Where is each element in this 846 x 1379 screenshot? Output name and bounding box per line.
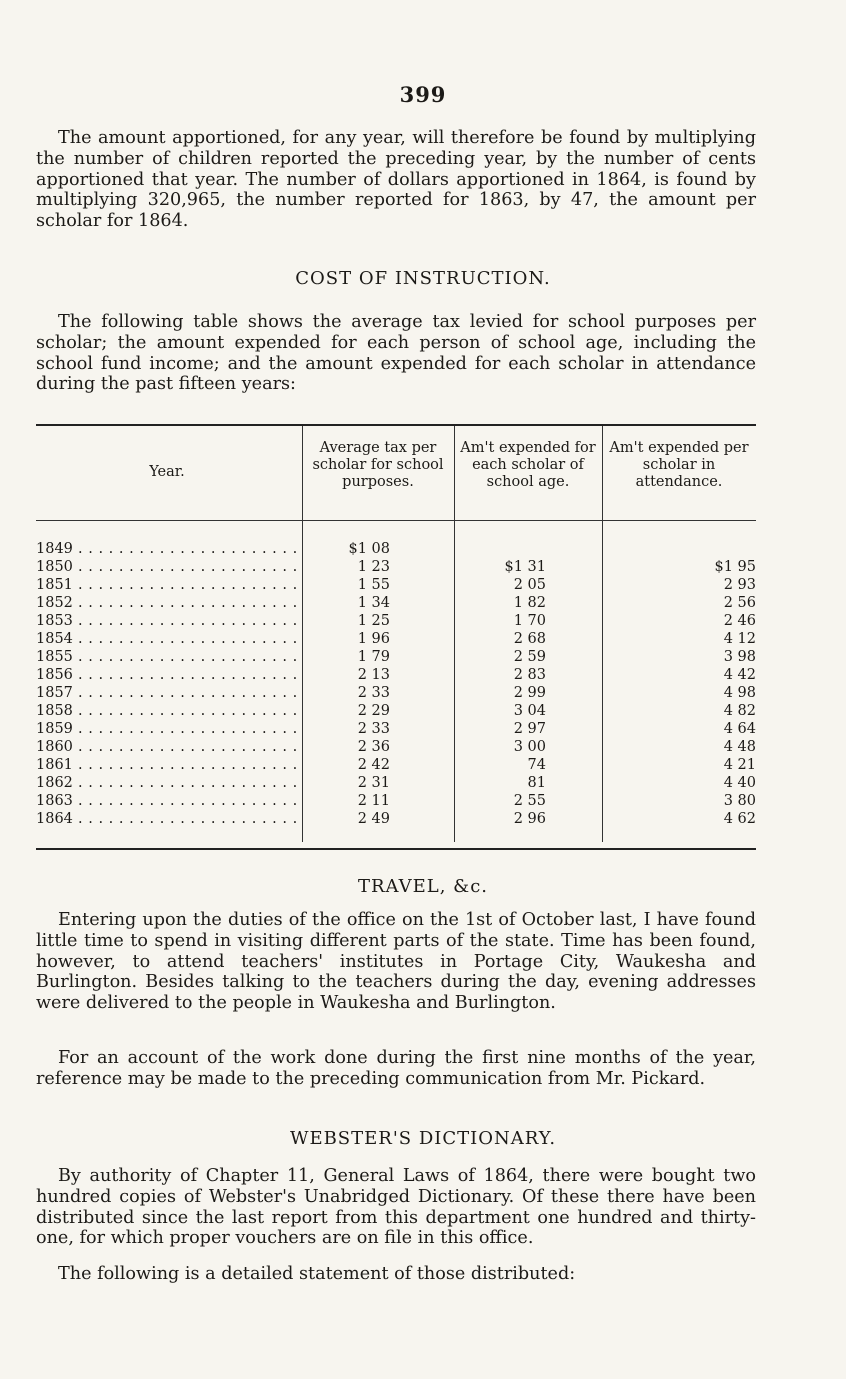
year-cell: 1860 . . . [36,738,298,756]
table-row [36,558,756,576]
expended-attendance-cell: 2 93 [723,577,756,593]
table-row [36,702,756,720]
expended-attendance-cell: 4 98 [723,685,756,701]
table-row [36,774,756,792]
table-row [36,666,756,684]
year-cell: 1862 . . . [36,774,298,792]
table-bottom-rule [36,848,756,850]
year-cell: 1864 . . . [36,810,298,828]
average-tax-cell: 2 33 [357,721,390,737]
webster-paragraph-1: By authority of Chapter 11, General Laws of 1864, there were bought two hundred copies of Webster's Unabridged Dictionary. Of these there have been distributed since the last report from this department one hundred and thirty-one, for which proper vouchers are on file in this office. [36,1166,756,1249]
average-tax-cell: 2 11 [357,793,390,809]
table-row [36,720,756,738]
average-tax-cell: 2 42 [357,757,390,773]
average-tax-cell: 1 79 [357,649,390,665]
expended-attendance-cell: 2 46 [723,613,756,629]
expended-school-age-cell: 1 70 [513,613,546,629]
year-cell: 1858 . . . [36,702,298,720]
average-tax-cell: 2 33 [357,685,390,701]
expended-school-age-cell: 2 99 [513,685,546,701]
cost-of-instruction-heading: COST OF INSTRUCTION. [295,268,551,289]
average-tax-cell: 2 31 [357,775,390,791]
year-cell: 1849 . . . [36,540,298,558]
expended-attendance-cell: $1 95 [714,559,756,575]
year-cell: 1861 . . . [36,756,298,774]
webster-heading: WEBSTER'S DICTIONARY. [289,1128,557,1149]
page-number: 399 [399,82,447,107]
expended-attendance-cell: 4 12 [723,631,756,647]
year-cell: 1863 . . . [36,792,298,810]
year-cell: 1851 . . . [36,576,298,594]
expended-attendance-cell: 4 40 [723,775,756,791]
intro-paragraph: The amount apportioned, for any year, will therefore be found by multiplying the number of children reported the preceding year, by the number of cents apportioned that year. The number of dollars apportioned in 1864, is found by multiplying 320,965, the number reported for 1863, by 47, the amount per scholar for 1864. [36,128,756,232]
expended-attendance-cell: 3 80 [723,793,756,809]
year-cell: 1854 . . . [36,630,298,648]
table-body [36,540,756,828]
year-cell: 1856 . . . [36,666,298,684]
header-year: Year. [149,464,185,480]
expended-school-age-cell: 2 96 [513,811,546,827]
table-row [36,684,756,702]
expended-attendance-cell: 4 64 [723,721,756,737]
expended-attendance-cell: 4 62 [723,811,756,827]
travel-paragraph-1: Entering upon the duties of the office on the 1st of October last, I have found little time to spend in visiting different parts of the state. Time has been found, however, to attend teachers' institutes in Portage City, Waukesha and Burlington. Besides talking to the teachers during the day, evening addresses were delivered to the people in Waukesha and Burlington. [36,910,756,1014]
average-tax-cell: 1 25 [357,613,390,629]
year-cell: 1853 . . . [36,612,298,630]
average-tax-cell: 2 36 [357,739,390,755]
average-tax-cell: 1 34 [357,595,390,611]
expended-attendance-cell: 2 56 [723,595,756,611]
average-tax-cell: 1 55 [357,577,390,593]
table-row [36,810,756,828]
average-tax-cell: 2 29 [357,703,390,719]
header-expended-attendance: Am't expended per scholar in attendance. [609,440,749,490]
expended-school-age-cell: 74 [527,757,546,773]
expended-attendance-cell: 4 42 [723,667,756,683]
expended-school-age-cell: 2 05 [513,577,546,593]
expended-school-age-cell: 2 97 [513,721,546,737]
travel-paragraph-2: For an account of the work done during the first nine months of the year, reference may be made to the preceding communication from Mr. Pickard. [36,1048,756,1089]
expended-school-age-cell: 81 [527,775,546,791]
table-row [36,630,756,648]
table-top-rule [36,424,756,426]
table-row [36,792,756,810]
expended-attendance-cell: 4 21 [723,757,756,773]
header-expended-school-age: Am't expended for each scholar of school age. [460,440,596,490]
average-tax-cell: 2 13 [357,667,390,683]
table-row [36,540,756,558]
cost-of-instruction-paragraph: The following table shows the average tax levied for school purposes per scholar; the amount expended for each person of school age, including the school fund income; and the amount expended for each scholar in attendance during the past fifteen years: [36,312,756,395]
average-tax-cell: 1 96 [357,631,390,647]
average-tax-cell: $1 08 [348,541,390,557]
year-cell: 1857 . . . [36,684,298,702]
expended-attendance-cell: 4 82 [723,703,756,719]
table-row [36,576,756,594]
table-header-rule [36,520,756,521]
cost-table [36,424,756,852]
year-cell: 1859 . . . [36,720,298,738]
expended-school-age-cell: 2 59 [513,649,546,665]
webster-paragraph-2: The following is a detailed statement of those distributed: [58,1264,576,1284]
expended-school-age-cell: 2 55 [513,793,546,809]
expended-school-age-cell: $1 31 [504,559,546,575]
expended-school-age-cell: 2 83 [513,667,546,683]
table-row [36,756,756,774]
expended-attendance-cell: 4 48 [723,739,756,755]
table-row [36,594,756,612]
expended-school-age-cell: 1 82 [513,595,546,611]
expended-school-age-cell: 3 00 [513,739,546,755]
header-average-tax: Average tax per scholar for school purposes. [312,440,444,490]
average-tax-cell: 2 49 [357,811,390,827]
expended-attendance-cell: 3 98 [723,649,756,665]
average-tax-cell: 1 23 [357,559,390,575]
expended-school-age-cell: 3 04 [513,703,546,719]
table-row [36,612,756,630]
table-row [36,648,756,666]
table-row [36,738,756,756]
year-cell: 1855 . . . [36,648,298,666]
year-cell: 1850 . . . [36,558,298,576]
travel-heading: TRAVEL, &c. [357,876,489,897]
expended-school-age-cell: 2 68 [513,631,546,647]
year-cell: 1852 . . . [36,594,298,612]
